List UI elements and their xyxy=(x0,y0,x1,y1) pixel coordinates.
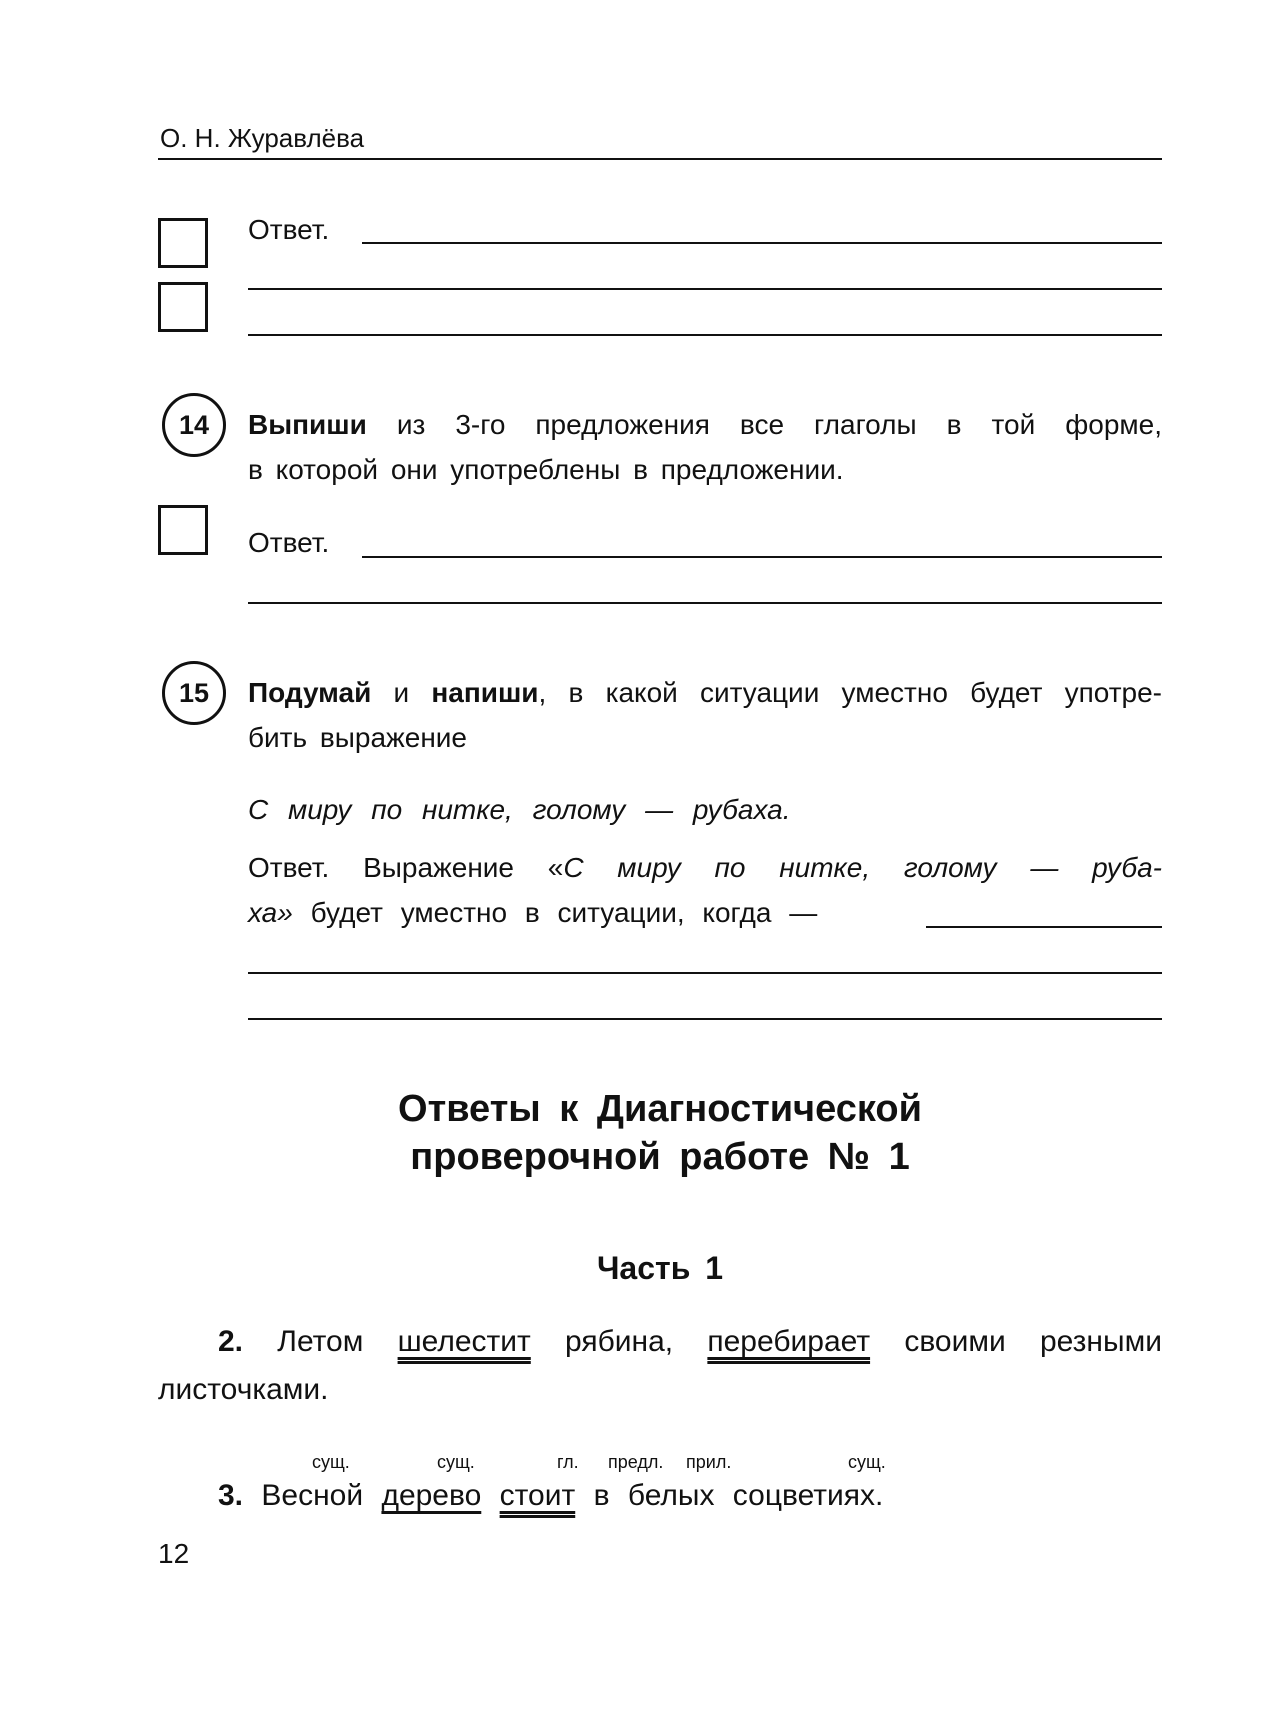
answer-line[interactable] xyxy=(248,972,1162,974)
task-15-text-line2: бить выражение xyxy=(248,722,467,753)
task-15-saying: С миру по нитке, голому — рубаха. xyxy=(248,794,791,825)
task-14-text-line2: в которой они употреблены в предложении. xyxy=(248,454,844,485)
running-header-author: О. Н. Журавлёва xyxy=(160,123,365,153)
score-box[interactable] xyxy=(158,282,208,332)
pos-label: предл. xyxy=(608,1452,664,1472)
task-15-answer-rest: будет уместно в ситуации, когда — xyxy=(310,897,818,928)
task-15-answer-line1 xyxy=(248,850,1162,886)
section-title-line1: Ответы к Диагностической xyxy=(398,1088,922,1130)
task-15-verb: Подумай xyxy=(248,677,372,708)
answer-line[interactable] xyxy=(926,926,1162,928)
task-15-verb: напиши xyxy=(431,677,539,708)
task-14-text-line1 xyxy=(248,407,1162,443)
answer-item-2-line2: листочками. xyxy=(158,1373,329,1406)
task-15-answer-line2 xyxy=(248,895,817,931)
answer-line[interactable] xyxy=(248,288,1162,290)
answer-item-number: 2. xyxy=(218,1325,244,1358)
page-number: 12 xyxy=(158,1538,190,1569)
predicate-underlined: стоит xyxy=(499,1479,576,1512)
task-15-text: , в какой ситуации уместно будет употре- xyxy=(538,677,1163,708)
pos-label: сущ. xyxy=(437,1452,475,1472)
header-rule xyxy=(158,158,1162,160)
answer-line[interactable] xyxy=(362,242,1162,244)
task-15-text-line1 xyxy=(248,675,1162,711)
answer-line[interactable] xyxy=(248,1018,1162,1020)
task-14-number: 14 xyxy=(162,393,226,457)
task-15-answer-prefix: Ответ. Выражение « xyxy=(248,852,564,883)
part-heading: Часть 1 xyxy=(596,1250,724,1286)
task-15-answer-quote: С миру по нитке, голому — руба- xyxy=(563,852,1162,883)
answer-item-3: 3. Весной дерево стоит в белых соцветиях. xyxy=(218,1479,884,1512)
answer-item-number: 3. xyxy=(218,1479,244,1512)
task-14-verb: Выпиши xyxy=(248,409,367,440)
score-box[interactable] xyxy=(158,505,208,555)
pos-label: прил. xyxy=(686,1452,732,1472)
answer-item-2-line1: 2. Летом шелестит рябина, перебирает своими резными xyxy=(218,1325,1162,1358)
answer-label: Ответ. xyxy=(248,527,330,558)
task-15-answer-quote-end: ха» xyxy=(248,897,293,928)
answer-line[interactable] xyxy=(248,602,1162,604)
answer-line[interactable] xyxy=(248,334,1162,336)
answer-label: Ответ. xyxy=(248,214,330,245)
task-15-number: 15 xyxy=(162,661,226,725)
predicate-underlined: шелестит xyxy=(397,1325,531,1358)
score-box[interactable] xyxy=(158,218,208,268)
answer-line[interactable] xyxy=(362,556,1162,558)
pos-label: гл. xyxy=(557,1452,579,1472)
task-14-text: из 3-го предложения все глаголы в той форме, xyxy=(396,409,1163,440)
pos-label: сущ. xyxy=(848,1452,886,1472)
subject-underlined: дерево xyxy=(381,1479,482,1512)
task-15-conj: и xyxy=(393,677,410,708)
predicate-underlined: перебирает xyxy=(707,1325,871,1358)
pos-label: сущ. xyxy=(312,1452,350,1472)
section-title-line2: проверочной работе № 1 xyxy=(410,1136,910,1178)
